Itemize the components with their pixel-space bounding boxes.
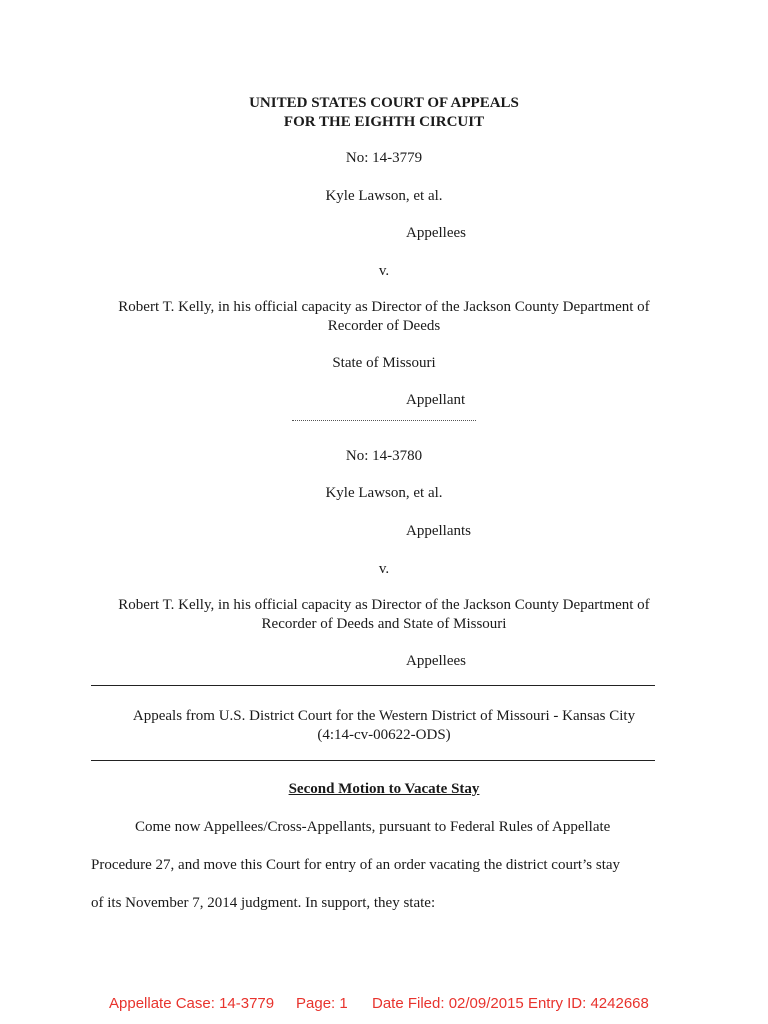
- case2-defendant-role: Appellees: [406, 653, 466, 669]
- case1-plaintiff-role: Appellees: [406, 225, 466, 241]
- case1-plaintiff: Kyle Lawson, et al.: [325, 188, 443, 204]
- motion-title-text: Second Motion to Vacate Stay: [288, 781, 480, 797]
- appeal-line2: (4:14-cv-00622-ODS): [317, 727, 451, 743]
- footer-case: Appellate Case: 14-3779: [109, 995, 275, 1012]
- motion-title: [0, 780, 768, 798]
- case2-plaintiff-role: Appellants: [406, 523, 471, 539]
- case1-versus: v.: [378, 263, 390, 279]
- court-name-line1: UNITED STATES COURT OF APPEALS: [249, 95, 519, 111]
- motion-paragraph-line1: Come now Appellees/Cross-Appellants, pursuant to Federal Rules of Appellate: [135, 819, 611, 835]
- case1-defendant2: State of Missouri: [332, 355, 436, 371]
- motion-paragraph-line3: of its November 7, 2014 judgment. In support, they state:: [91, 895, 436, 911]
- case1-defendant-line2: Recorder of Deeds: [327, 318, 441, 334]
- case2-number: No: 14-3780: [345, 448, 423, 464]
- case2-plaintiff: Kyle Lawson, et al.: [325, 485, 443, 501]
- footer-page: Page: 1: [296, 995, 348, 1012]
- case2-versus: v.: [378, 561, 390, 577]
- dotted-separator: [292, 420, 476, 421]
- footer-date-filed: Date Filed: 02/09/2015 Entry ID: 4242668: [372, 995, 649, 1012]
- horizontal-rule-top: [91, 685, 655, 686]
- case1-number: No: 14-3779: [345, 150, 423, 166]
- case1-defendant-role: Appellant: [406, 392, 466, 408]
- case2-defendant-line2: Recorder of Deeds and State of Missouri: [261, 616, 507, 632]
- case2-defendant-line1: Robert T. Kelly, in his official capacity as Director of the Jackson County Department of: [118, 597, 650, 613]
- horizontal-rule-bottom: [91, 760, 655, 761]
- motion-paragraph-line2: Procedure 27, and move this Court for entry of an order vacating the district court’s stay: [91, 857, 621, 873]
- case1-defendant-line1: Robert T. Kelly, in his official capacity as Director of the Jackson County Department of: [118, 299, 650, 315]
- court-name-line2: FOR THE EIGHTH CIRCUIT: [283, 114, 485, 130]
- appeal-line1: Appeals from U.S. District Court for the Western District of Missouri - Kansas City: [132, 708, 636, 724]
